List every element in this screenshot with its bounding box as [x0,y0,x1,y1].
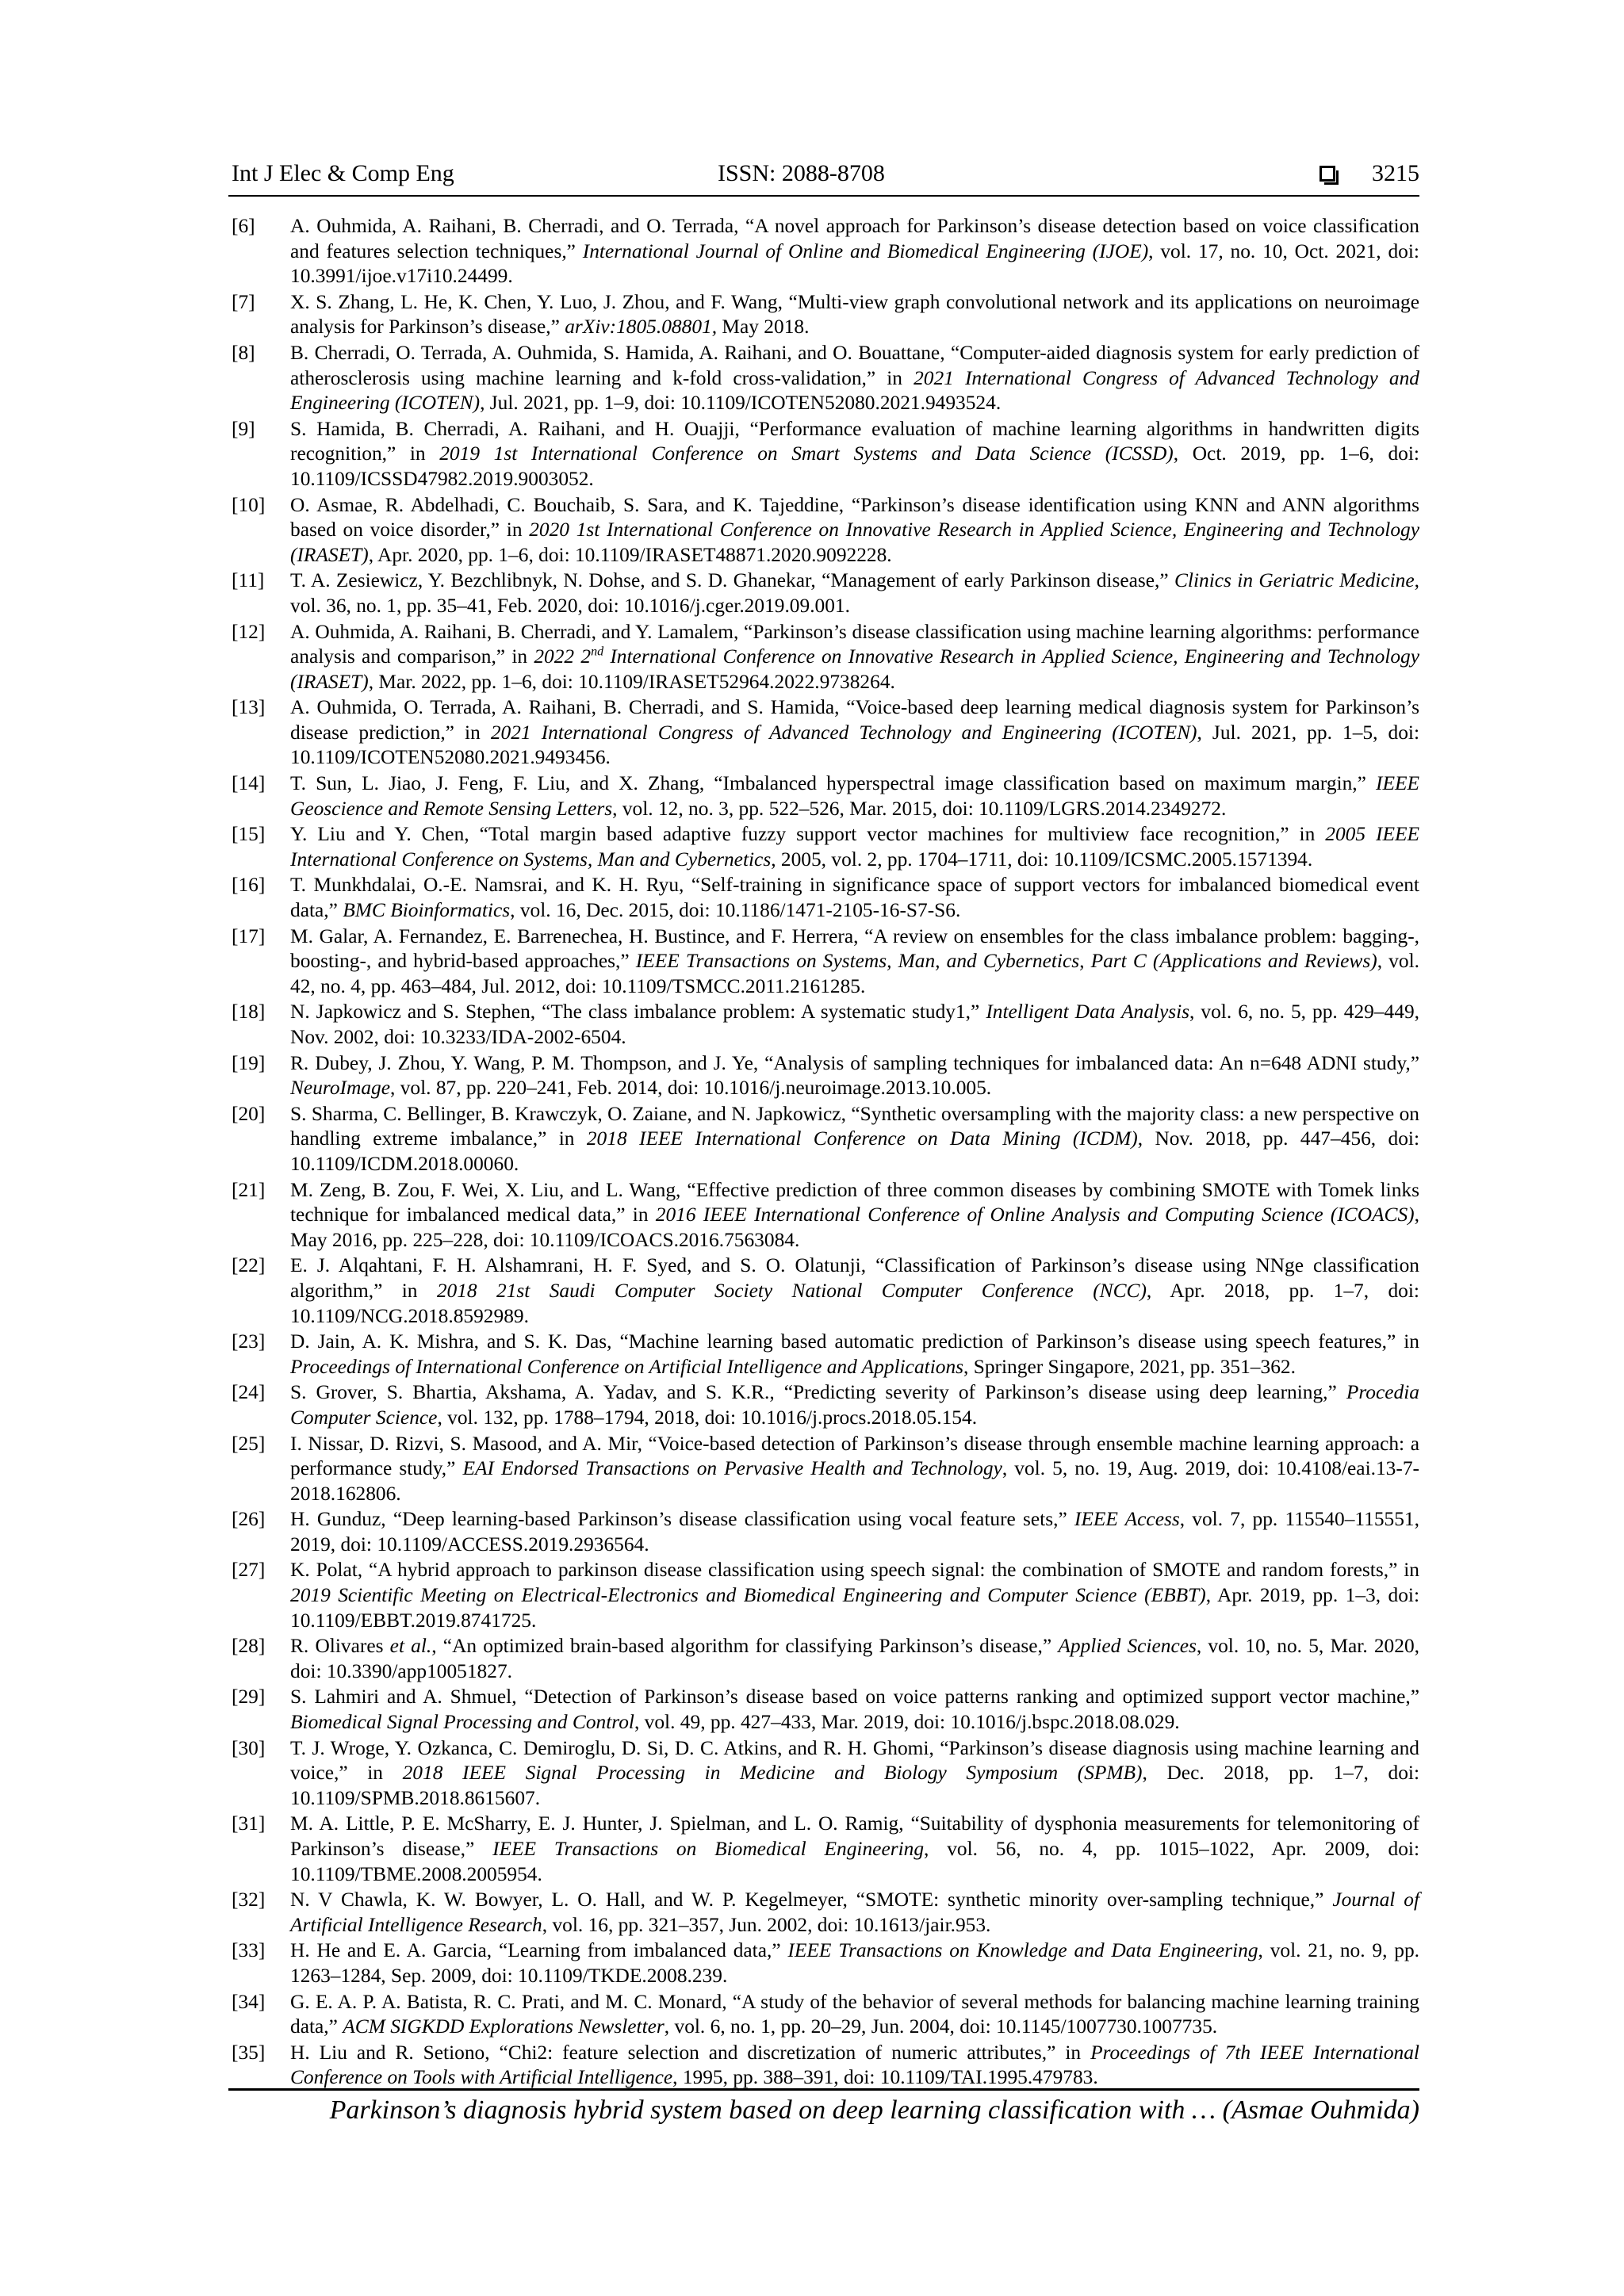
reference-details: , vol. 17, no. 10, Oct. 2021, doi: 10.3991/ijoe.v17i10.24499. [290,239,1419,288]
reference-text [290,1634,1419,1684]
reference-venue: Biomedical Signal Processing and Control [290,1711,634,1734]
reference-item [232,1178,1419,1253]
header-rule [228,195,1419,197]
reference-details: , vol. 7, pp. 115540–115551, 2019, doi: 10.1109/ACCESS.2019.2936564. [290,1508,1419,1556]
page-number-group [1320,155,1419,192]
reference-text [290,1253,1419,1329]
reference-authors-title: E. J. Alqahtani, F. H. Alshamrani, H. F. Syed, and S. O. Olatunji, “Classification of Parkinson’s disease using NNge classification algorithm,” in [290,1254,1419,1302]
reference-details: , Nov. 2018, pp. 447–456, doi: 10.1109/ICDM.2018.00060. [290,1127,1420,1175]
reference-title: , “An optimized brain-based algorithm for classifying Parkinson’s disease,” [431,1635,1059,1658]
reference-authors-title: T. J. Wroge, Y. Ozkanca, C. Demiroglu, D. Si, D. C. Atkins, and R. H. Ghomi, “Parkinson’s disease diagnosis using machine learning and voice,” in [290,1736,1419,1785]
reference-details: , vol. 56, no. 4, pp. 1015–1022, Apr. 2009, doi: 10.1109/TBME.2008.2005954. [290,1838,1419,1885]
reference-venue: 2020 1st International Conference on Innovative Research in Applied Science, Engineering and Technology (IRASET) [290,519,1419,566]
reference-item [232,1634,1419,1684]
reference-details: , vol. 16, Dec. 2015, doi: 10.1186/1471-2105-16-S7-S6. [510,899,961,922]
reference-authors-title: A. Ouhmida, O. Terrada, A. Raihani, B. Cherradi, and S. Hamida, “Voice-based deep learning medical diagnosis system for Parkinson’s disease prediction,” in [290,696,1419,744]
reference-item [232,924,1419,1000]
reference-item [232,2041,1419,2091]
reference-details: , vol. 36, no. 1, pp. 35–41, Feb. 2020, doi: 10.1016/j.cger.2019.09.001. [290,569,1419,617]
reference-details: , vol. 12, no. 3, pp. 522–526, Mar. 2015, doi: 10.1109/LGRS.2014.2349272. [612,797,1227,820]
reference-details: , Apr. 2019, pp. 1–3, doi: 10.1109/EBBT.2019.8741725. [290,1584,1419,1632]
reference-authors-title: M. Zeng, B. Zou, F. Wei, X. Liu, and L. Wang, “Effective prediction of three common diseases by combining SMOTE with Tomek links technique for imbalanced medical data,” in [290,1178,1419,1226]
reference-text [290,822,1419,872]
reference-venue-superscript: nd [591,645,604,659]
reference-details: , Jul. 2021, pp. 1–5, doi: 10.1109/ICOTEN52080.2021.9493456. [290,721,1419,769]
reference-text [290,417,1419,492]
reference-text [290,1888,1419,1938]
journal-name: Int J Elec & Comp Eng [232,160,454,186]
reference-number: [34] [232,1990,266,2013]
reference-details: , vol. 42, no. 4, pp. 463–484, Jul. 2012, doi: 10.1109/TSMCC.2011.2161285. [290,950,1419,997]
reference-number: [6] [232,215,255,237]
reference-venue: 2019 1st International Conference on Smart Systems and Data Science (ICSSD) [439,442,1174,465]
reference-number: [25] [232,1432,266,1455]
reference-authors-title: X. S. Zhang, L. He, K. Chen, Y. Luo, J. Zhou, and F. Wang, “Multi-view graph convolutional network and its applications on neuroimage analysis for Parkinson’s disease,” [290,290,1419,339]
reference-number: [24] [232,1381,266,1404]
reference-authors-title: T. Sun, L. Jiao, J. Feng, F. Liu, and X. Zhang, “Imbalanced hyperspectral image classification based on maximum margin,” [290,772,1377,795]
reference-item [232,1507,1419,1557]
reference-number: [30] [232,1736,266,1759]
reference-item [232,620,1419,695]
reference-text [290,1000,1419,1050]
reference-number: [7] [232,290,255,313]
reference-venue: Intelligent Data Analysis [986,1001,1190,1024]
reference-text [290,1051,1419,1101]
reference-details: , May 2016, pp. 225–228, doi: 10.1109/ICOACS.2016.7563084. [290,1203,1420,1251]
reference-item [232,1253,1419,1329]
reference-authors-title: H. He and E. A. Garcia, “Learning from imbalanced data,” [290,1939,788,1962]
reference-details: , Mar. 2022, pp. 1–6, doi: 10.1109/IRASET52964.2022.9738264. [368,670,895,693]
reference-venue: BMC Bioinformatics [343,899,511,922]
reference-venue: Applied Sciences [1058,1635,1197,1658]
reference-list [232,214,1419,2091]
reference-details: , vol. 132, pp. 1788–1794, 2018, doi: 10.1016/j.procs.2018.05.154. [437,1406,978,1429]
reference-text [290,1990,1419,2040]
reference-number: [31] [232,1812,266,1835]
reference-item [232,1938,1419,1988]
reference-text [290,695,1419,771]
reference-item [232,695,1419,771]
reference-item [232,1051,1419,1101]
reference-number: [20] [232,1102,266,1125]
reference-details: , Oct. 2019, pp. 1–6, doi: 10.1109/ICSSD47982.2019.9003052. [290,442,1419,490]
reference-item [232,341,1419,416]
reference-details: , vol. 87, pp. 220–241, Feb. 2014, doi: 10.1016/j.neuroimage.2013.10.005. [390,1077,992,1100]
reference-details: , Dec. 2018, pp. 1–7, doi: 10.1109/SPMB.2018.8615607. [290,1762,1420,1809]
reference-authors-title: D. Jain, A. K. Mishra, and S. K. Das, “Machine learning based automatic prediction of Parkinson’s disease using speech features,” in [290,1330,1419,1353]
reference-details: , Apr. 2018, pp. 1–7, doi: 10.1109/NCG.2018.8592989. [290,1279,1419,1327]
reference-details: , vol. 16, pp. 321–357, Jun. 2002, doi: 10.1613/jair.953. [542,1913,991,1936]
reference-item [232,1432,1419,1507]
reference-text [290,1330,1419,1380]
reference-venue: 2018 IEEE Signal Processing in Medicine and Biology Symposium (SPMB) [402,1762,1143,1785]
reference-text [290,568,1419,618]
reference-number: [21] [232,1178,266,1201]
checkbox-icon [1320,166,1335,182]
reference-item [232,417,1419,492]
page-number: 3215 [1372,160,1419,186]
reference-venue: 2018 IEEE International Conference on Data Mining (ICDM) [586,1127,1138,1150]
reference-venue: arXiv:1805.08801, [565,316,718,339]
reference-authors-title: M. A. Little, P. E. McSharry, E. J. Hunter, J. Spielman, and L. O. Ramig, “Suitability of dysphonia measurements for telemonitoring of Parkinson’s disease,” [290,1812,1419,1860]
reference-details: , vol. 21, no. 9, pp. 1263–1284, Sep. 2009, doi: 10.1109/TKDE.2008.239. [290,1939,1419,1987]
reference-number: [9] [232,417,255,440]
reference-number: [19] [232,1051,266,1074]
reference-number: [18] [232,1001,266,1024]
reference-text [290,1812,1419,1887]
reference-venue: IEEE Transactions on Systems, Man, and Cybernetics, Part C (Applications and Reviews) [635,950,1377,973]
reference-venue: Journal of Artificial Intelligence Research [290,1888,1420,1936]
reference-authors-title: T. Munkhdalai, O.-E. Namsrai, and K. H. Ryu, “Self-training in significance space of support vectors for imbalanced biomedical event data,” [290,874,1419,922]
reference-venue: IEEE Transactions on Biomedical Engineering [492,1838,925,1860]
reference-details: , Springer Singapore, 2021, pp. 351–362. [963,1355,1296,1378]
reference-item [232,290,1419,340]
reference-details: , vol. 6, no. 1, pp. 20–29, Jun. 2004, doi: 10.1145/1007730.1007735. [664,2015,1218,2038]
reference-item [232,493,1419,568]
reference-details: May 2018. [717,316,810,339]
reference-venue: 2019 Scientific Meeting on Electrical-Electronics and Biomedical Engineering and Computer Science (EBBT) [290,1584,1206,1607]
reference-number: [13] [232,696,266,719]
reference-text [290,1685,1419,1735]
reference-authors-title: B. Cherradi, O. Terrada, A. Ouhmida, S. Hamida, A. Raihani, and O. Bouattane, “Computer-aided diagnosis system for early prediction of atherosclerosis using machine learning and k-fold cross-validation,” in [290,341,1419,389]
reference-authors-title: G. E. A. P. A. Batista, R. C. Prati, and M. C. Monard, “A study of the behavior of several methods for balancing machine learning training data,” [290,1990,1419,2038]
reference-venue: 2005 IEEE International Conference on Systems, Man and Cybernetics [290,823,1419,871]
reference-number: [16] [232,874,266,897]
reference-number: [15] [232,823,266,846]
reference-venue: 2018 21st Saudi Computer Society National Computer Conference (NCC) [436,1279,1147,1302]
reference-authors-title: K. Polat, “A hybrid approach to parkinson disease classification using speech signal: the combination of SMOTE and random forests,” in [290,1559,1419,1582]
reference-venue: Proceedings of International Conference on Artificial Intelligence and Applications [290,1355,964,1378]
reference-venue: IEEE Access [1074,1508,1180,1531]
issn: ISSN: 2088-8708 [718,160,885,186]
reference-item [232,822,1419,872]
reference-authors-title: S. Grover, S. Bhartia, Akshama, A. Yadav, and S. K.R., “Predicting severity of Parkinson’s disease using deep learning,” [290,1381,1346,1404]
reference-text [290,1507,1419,1557]
reference-number: [8] [232,341,255,364]
reference-text [290,771,1419,821]
reference-venue: NeuroImage [290,1077,390,1100]
reference-details: , vol. 10, no. 5, Mar. 2020, doi: 10.3390/app10051827. [290,1635,1419,1682]
reference-authors-title: M. Galar, A. Fernandez, E. Barrenechea, H. Bustince, and F. Herrera, “A review on ensembles for the class imbalance problem: bagging-, boosting-, and hybrid-based approaches,” [290,924,1419,973]
reference-authors-title: N. Japkowicz and S. Stephen, “The class imbalance problem: A systematic study1,” [290,1001,986,1024]
reference-authors-title: R. Olivares [290,1635,390,1658]
reference-item [232,1102,1419,1177]
reference-text [290,924,1419,1000]
reference-item [232,1736,1419,1812]
reference-number: [28] [232,1635,266,1658]
reference-number: [22] [232,1254,266,1277]
reference-venue: International Conference on Innovative Research in Applied Science, Engineering and Technology (IRASET) [290,645,1419,693]
reference-venue: ACM SIGKDD Explorations Newsletter [343,2015,665,2038]
reference-text [290,493,1419,568]
reference-authors-title: H. Liu and R. Setiono, “Chi2: feature selection and discretization of numeric attributes,” in [290,2041,1091,2064]
running-title: Parkinson’s diagnosis hybrid system based on deep learning classification with … (Asmae Ouhmida) [329,2095,1419,2125]
reference-details: , vol. 6, no. 5, pp. 429–449, Nov. 2002, doi: 10.3233/IDA-2002-6504. [290,1001,1419,1048]
reference-details: , vol. 49, pp. 427–433, Mar. 2019, doi: 10.1016/j.bspc.2018.08.029. [634,1711,1180,1734]
reference-item [232,1990,1419,2040]
reference-item [232,1558,1419,1633]
reference-text [290,341,1419,416]
reference-number: [33] [232,1939,266,1962]
reference-item [232,1685,1419,1735]
reference-details: , Apr. 2020, pp. 1–6, doi: 10.1109/IRASET48871.2020.9092228. [368,543,892,566]
reference-details: , vol. 5, no. 19, Aug. 2019, doi: 10.4108/eai.13-7-2018.162806. [290,1457,1419,1505]
reference-number: [12] [232,620,266,643]
reference-text [290,1102,1419,1177]
reference-authors-title: A. Ouhmida, A. Raihani, B. Cherradi, and Y. Lamalem, “Parkinson’s disease classification using machine learning algorithms: performance analysis and comparison,” in [290,620,1419,668]
reference-number: [10] [232,493,266,516]
reference-details: , 1995, pp. 388–391, doi: 10.1109/TAI.1995.479783. [672,2066,1098,2089]
reference-authors-title: O. Asmae, R. Abdelhadi, C. Bouchaib, S. Sara, and K. Tajeddine, “Parkinson’s disease identification using KNN and ANN algorithms based on voice disorder,” in [290,493,1419,541]
reference-authors-title: S. Hamida, B. Cherradi, A. Raihani, and H. Ouajji, “Performance evaluation of machine learning algorithms in handwritten digits recognition,” in [290,417,1419,465]
reference-item [232,1330,1419,1380]
reference-venue: 2021 International Congress of Advanced Technology and Engineering (ICOTEN) [290,366,1419,415]
reference-authors-title: S. Sharma, C. Bellinger, B. Krawczyk, O. Zaiane, and N. Japkowicz, “Synthetic oversampling with the majority class: a new perspective on handling extreme imbalance,” in [290,1102,1419,1150]
reference-text [290,1432,1419,1507]
reference-venue: Proceedings of 7th IEEE International Conference on Tools with Artificial Intelligence [290,2041,1419,2089]
reference-authors-title: H. Gunduz, “Deep learning-based Parkinson’s disease classification using vocal feature sets,” [290,1508,1074,1531]
reference-authors-title: T. A. Zesiewicz, Y. Bezchlibnyk, N. Dohse, and S. D. Ghanekar, “Management of early Parkinson disease,” [290,569,1174,592]
reference-venue: IEEE Transactions on Knowledge and Data Engineering [787,1939,1258,1962]
reference-venue: Procedia Computer Science [290,1381,1419,1429]
reference-venue: 2021 International Congress of Advanced Technology and Engineering (ICOTEN) [490,721,1197,744]
reference-number: [14] [232,772,266,795]
reference-number: [23] [232,1330,266,1353]
reference-item [232,1812,1419,1887]
page-header [232,155,1419,192]
reference-venue-prefix: 2022 2 [534,645,592,668]
reference-number: [27] [232,1559,266,1582]
reference-text [290,290,1419,340]
reference-item [232,873,1419,923]
reference-text [290,1380,1419,1430]
reference-number: [32] [232,1888,266,1911]
reference-item [232,1888,1419,1938]
reference-number: [11] [232,569,265,592]
reference-venue: International Journal of Online and Biomedical Engineering (IJOE) [582,239,1149,262]
reference-text [290,873,1419,923]
reference-number: [17] [232,924,266,947]
footer-rule [228,2088,1419,2091]
reference-authors-title: A. Ouhmida, A. Raihani, B. Cherradi, and O. Terrada, “A novel approach for Parkinson’s disease detection based on voice classification and features selection techniques,” [290,215,1419,262]
reference-item [232,568,1419,618]
reference-item [232,1000,1419,1050]
reference-text [290,214,1419,289]
reference-etal: et al. [389,1635,432,1658]
reference-text [290,1178,1419,1253]
reference-number: [26] [232,1508,266,1531]
reference-text [290,1736,1419,1812]
reference-venue: IEEE Geoscience and Remote Sensing Letters [290,772,1419,820]
reference-number: [29] [232,1686,266,1709]
reference-text [290,620,1419,695]
reference-authors-title: R. Dubey, J. Zhou, Y. Wang, P. M. Thompson, and J. Ye, “Analysis of sampling techniques for imbalanced data: An n=648 ADNI study,” [290,1051,1419,1074]
reference-authors-title: Y. Liu and Y. Chen, “Total margin based adaptive fuzzy support vector machines for multiview face recognition,” in [290,823,1326,846]
reference-authors-title: S. Lahmiri and A. Shmuel, “Detection of Parkinson’s disease based on voice patterns ranking and optimized support vector machine,” [290,1686,1419,1709]
reference-authors-title: I. Nissar, D. Rizvi, S. Masood, and A. Mir, “Voice-based detection of Parkinson’s disease through ensemble machine learning approach: a performance study,” [290,1432,1419,1480]
reference-number: [35] [232,2041,266,2064]
reference-venue: Clinics in Geriatric Medicine [1174,569,1415,592]
reference-venue: 2016 IEEE International Conference of Online Analysis and Computing Science (ICOACS) [655,1203,1415,1226]
reference-item [232,214,1419,289]
reference-item [232,1380,1419,1430]
reference-text [290,1558,1419,1633]
reference-venue: EAI Endorsed Transactions on Pervasive Health and Technology [462,1457,1002,1480]
reference-details: , Jul. 2021, pp. 1–9, doi: 10.1109/ICOTEN52080.2021.9493524. [480,392,1002,415]
reference-item [232,771,1419,821]
reference-text [290,1938,1419,1988]
reference-authors-title: N. V Chawla, K. W. Bowyer, L. O. Hall, and W. P. Kegelmeyer, “SMOTE: synthetic minority over-sampling technique,” [290,1888,1333,1911]
reference-details: , 2005, vol. 2, pp. 1704–1711, doi: 10.1109/ICSMC.2005.1571394. [771,848,1313,871]
reference-text [290,2041,1419,2091]
